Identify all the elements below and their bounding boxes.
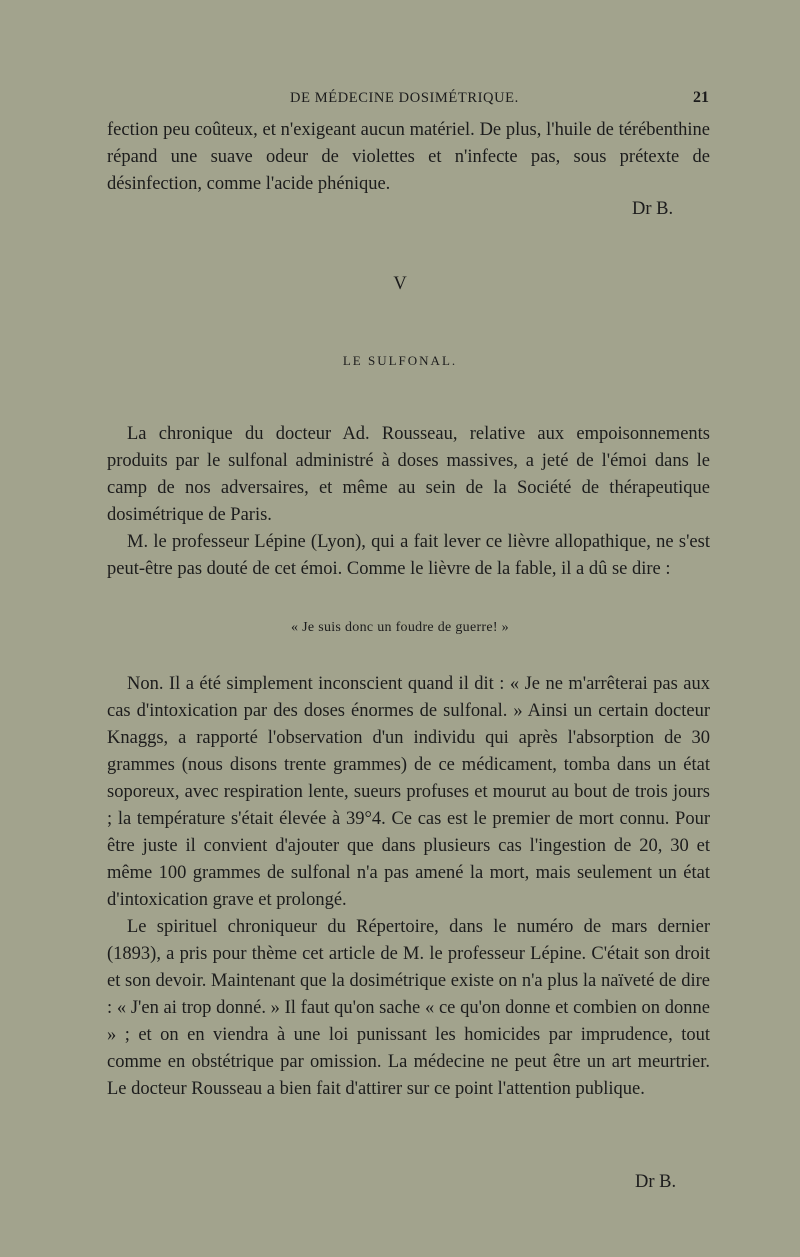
paragraph: Le spirituel chroniqueur du Répertoire, dans le numéro de mars dernier (1893), a pris pour thème cet article de M. le professeur Lépine. C'était son droit et son devoir. Maintenant que la dosimétrique existe on n'a plus la naïveté de dire : « J'en ai trop donné. » Il faut qu'on sache « ce qu'on donne et combien on donne » ; et on en viendra à une loi punissant les homicides par imprudence, tout comme en obstétrique par omission. La médecine ne peut être un art meurtrier. Le docteur Rousseau a bien fait d'attirer sur ce point l'attention publique. xyxy=(107,917,710,1099)
article-body-part-2 xyxy=(107,671,710,1103)
signature: Dr B. xyxy=(632,199,674,219)
page-number: 21 xyxy=(693,89,709,106)
section-title: LE SULFONAL. xyxy=(342,353,458,368)
continued-paragraph xyxy=(107,117,710,198)
quotation: « Je suis donc un foudre de guerre! » xyxy=(291,620,509,635)
closing-signature: Dr B. xyxy=(635,1172,677,1192)
paragraph: Non. Il a été simplement inconscient quand il dit : « Je ne m'arrêterai pas aux cas d'intoxication par des doses énormes de sulfonal. » Ainsi un certain docteur Knaggs, a rapporté l'observation d'un individu qui après l'absorption de 30 grammes (nous disons trente grammes) de ce médicament, tomba dans un état soporeux, avec respiration lente, sueurs profuses et mourut au bout de trois jours ; la température s'était élevée à 39°4. Ce cas est le premier de mort connu. Pour être juste il convient d'ajouter que dans plusieurs cas l'ingestion de 20, 30 et même 100 grammes de sulfonal n'a pas amené la mort, mais seulement un état d'intoxication grave et prolongé. xyxy=(107,674,710,910)
section-number: V xyxy=(393,274,407,294)
running-header xyxy=(0,90,800,110)
running-title: DE MÉDECINE DOSIMÉTRIQUE. xyxy=(290,90,519,106)
paragraph: M. le professeur Lépine (Lyon), qui a fait lever ce lièvre allopathique, ne s'est peut-être pas douté de cet émoi. Comme le lièvre de la fable, il a dû se dire : xyxy=(107,532,710,579)
paragraph: La chronique du docteur Ad. Rousseau, relative aux empoisonnements produits par le sulfonal administré à doses massives, a jeté de l'émoi dans le camp de nos adversaires, et même au sein de la Société de thérapeutique dosimétrique de Paris. xyxy=(107,424,710,525)
article-body-part-1 xyxy=(107,421,710,583)
paragraph: fection peu coûteux, et n'exigeant aucun matériel. De plus, l'huile de térébenthine répand une suave odeur de violettes et n'infecte pas, sous prétexte de désinfection, comme l'acide phénique. xyxy=(107,120,710,194)
